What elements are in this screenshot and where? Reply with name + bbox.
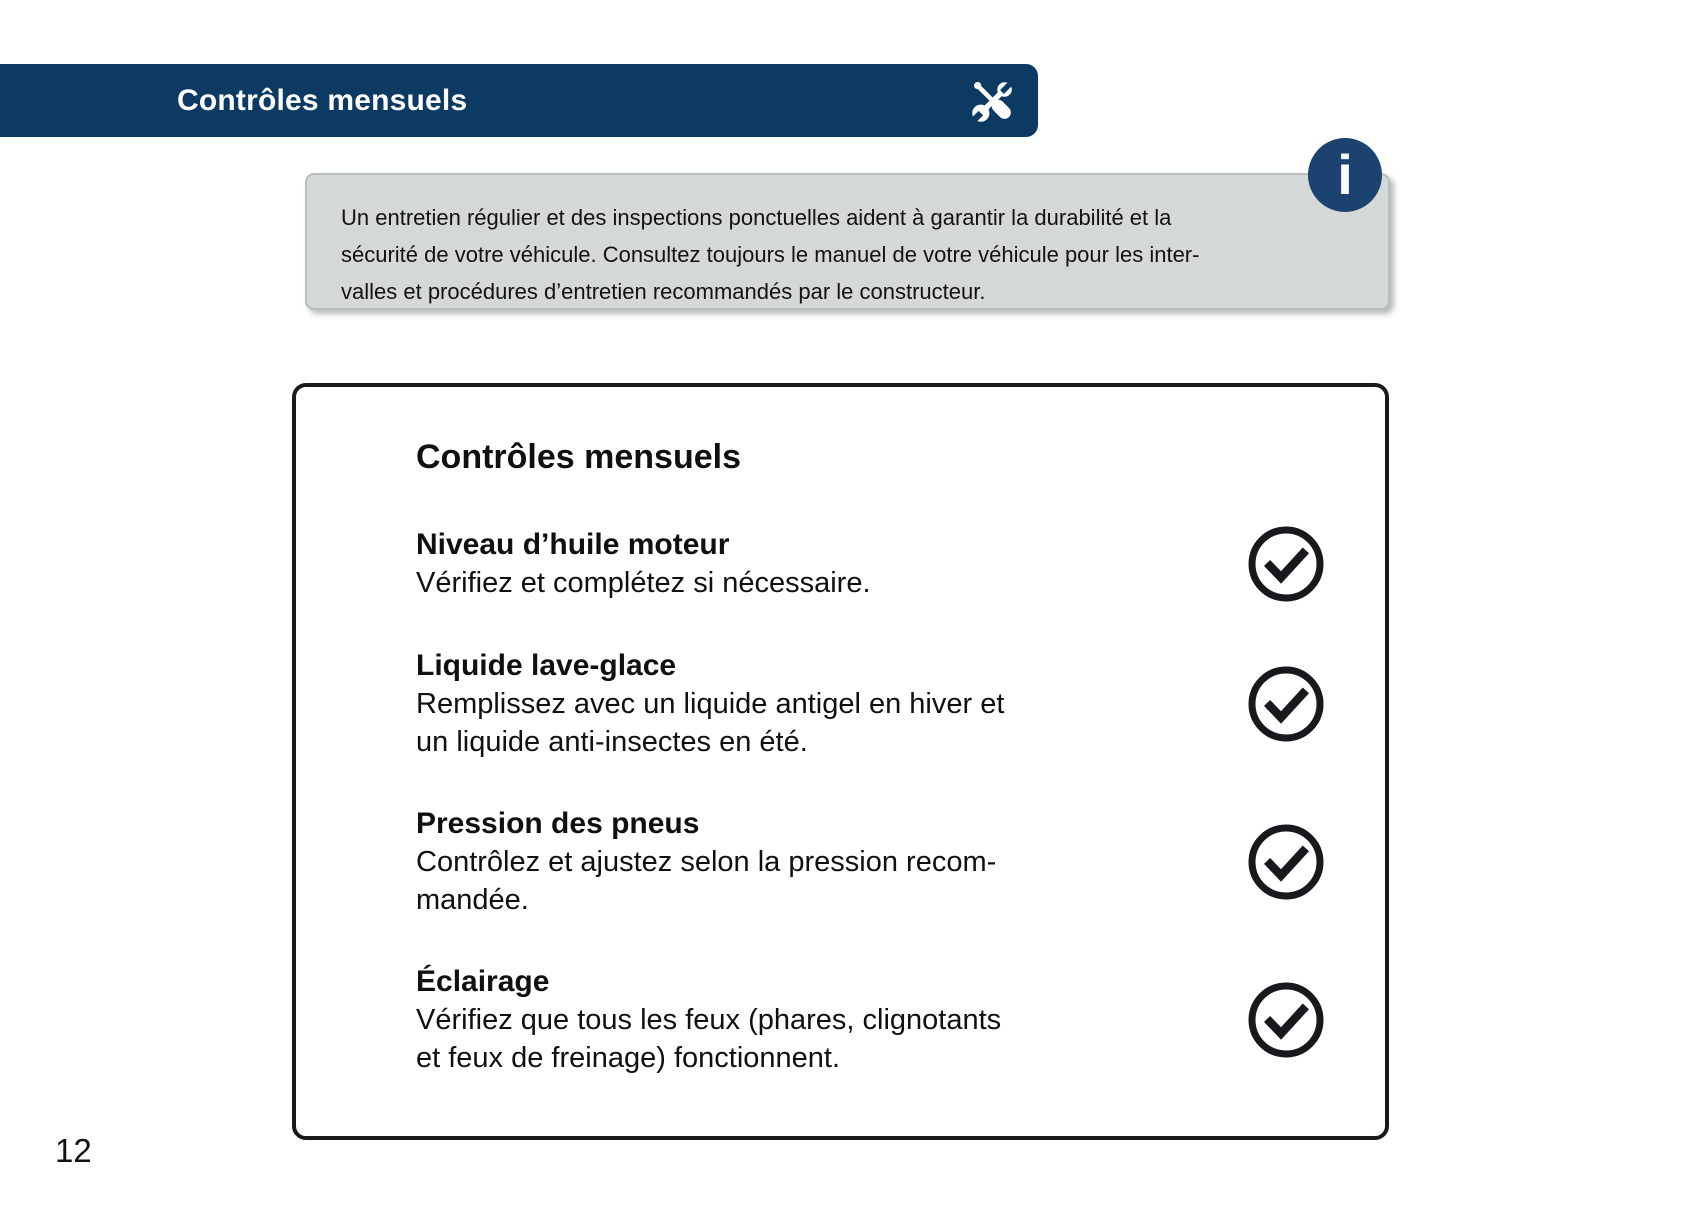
checklist-box (292, 383, 1389, 1140)
checklist-item-tire-pressure (416, 805, 1335, 919)
info-badge-letter: i (1337, 143, 1353, 206)
checklist-item-washer-fluid (416, 647, 1335, 761)
checklist-item-desc: Vérifiez et complétez si nécessaire. (416, 567, 871, 599)
checklist-item-desc: Vérifiez que tous les feux (phares, clignotants (416, 1004, 1002, 1036)
checklist-item-text (416, 805, 1227, 919)
checklist-item-heading: Pression des pneus (416, 807, 700, 840)
checklist-item-oil-level (416, 525, 1335, 603)
checklist-item-text (416, 526, 1227, 602)
checkmark-circle-icon (1247, 665, 1325, 743)
checklist-item-desc: Remplissez avec un liquide antigel en hiver et (416, 688, 1005, 720)
info-box-line: Un entretien régulier et des inspections ponctuelles aident à garantir la durabilité et la (341, 205, 1172, 230)
info-box (305, 173, 1390, 310)
checkmark-circle-icon (1247, 823, 1325, 901)
checklist-item-heading: Éclairage (416, 965, 550, 998)
info-box-line: sécurité de votre véhicule. Consultez toujours le manuel de votre véhicule pour les inter- (341, 242, 1200, 267)
checklist-item-lighting (416, 963, 1335, 1077)
section-title: Contrôles mensuels (177, 83, 468, 117)
checkmark-circle-icon (1247, 525, 1325, 603)
checklist-item-desc: Contrôlez et ajustez selon la pression recom- (416, 846, 997, 878)
section-header-bar (0, 64, 1038, 137)
checklist-item-desc: et feux de freinage) fonctionnent. (416, 1042, 841, 1074)
checklist-item-heading: Liquide lave-glace (416, 649, 677, 682)
checklist-item-text (416, 647, 1227, 761)
info-box-line: valles et procédures d’entretien recommandés par le constructeur. (341, 279, 986, 304)
checklist-item-desc: mandée. (416, 884, 529, 916)
checklist-item-desc: un liquide anti-insectes en été. (416, 726, 808, 758)
info-badge (1308, 138, 1382, 212)
checklist-item-heading: Niveau d’huile moteur (416, 528, 730, 561)
checklist-title: Contrôles mensuels (416, 438, 741, 476)
page-number: 12 (55, 1132, 92, 1169)
checklist-item-text (416, 963, 1227, 1077)
tools-icon (964, 72, 1022, 130)
checkmark-circle-icon (1247, 981, 1325, 1059)
